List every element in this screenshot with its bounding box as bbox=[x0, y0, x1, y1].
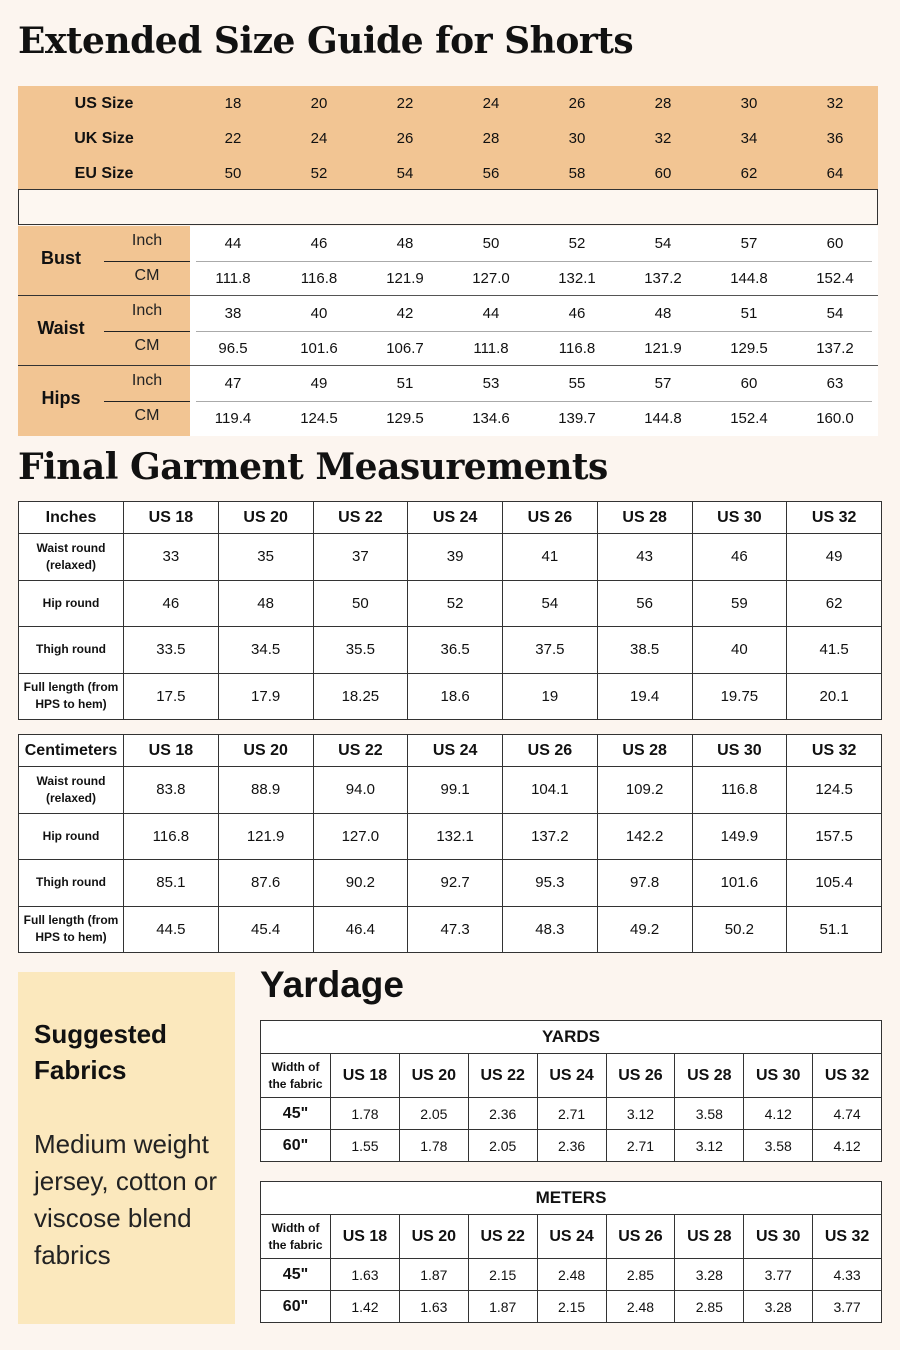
size-header: US 18 bbox=[124, 735, 219, 767]
table-cell: 116.8 bbox=[692, 767, 787, 814]
page-title: Extended Size Guide for Shorts bbox=[18, 20, 634, 62]
unit-label: Inch bbox=[131, 302, 163, 319]
spacer-row bbox=[18, 189, 878, 225]
table-row bbox=[261, 1098, 882, 1130]
table-cell: 3.77 bbox=[813, 1291, 882, 1323]
table-cell: 90.2 bbox=[313, 860, 408, 907]
table-cell: 19.4 bbox=[597, 673, 692, 720]
caption-row bbox=[261, 1182, 882, 1215]
size-header: US 22 bbox=[313, 502, 408, 534]
size-header: US 32 bbox=[787, 735, 882, 767]
table-cell: 3.12 bbox=[606, 1098, 675, 1130]
table-row bbox=[19, 580, 882, 627]
size-header: US 20 bbox=[218, 502, 313, 534]
value-cell: 48 bbox=[654, 305, 672, 322]
value-cell: 42 bbox=[396, 305, 414, 322]
unit-divider bbox=[104, 331, 190, 332]
table-cell: 83.8 bbox=[124, 767, 219, 814]
row-label: Thigh round bbox=[19, 627, 124, 674]
table-cell: 35 bbox=[218, 534, 313, 581]
size-cell: 58 bbox=[568, 165, 586, 182]
table-cell: 2.85 bbox=[675, 1291, 744, 1323]
table-cell: 121.9 bbox=[218, 813, 313, 860]
width-label: Width of the fabric bbox=[261, 1054, 331, 1098]
row-label: Thigh round bbox=[19, 860, 124, 907]
size-header: US 18 bbox=[124, 502, 219, 534]
measurement-row bbox=[190, 296, 878, 331]
size-header: US 26 bbox=[503, 735, 598, 767]
table-cell: 36.5 bbox=[408, 627, 503, 674]
table-cell: 35.5 bbox=[313, 627, 408, 674]
group-divider bbox=[18, 365, 190, 366]
unit-label: Inch bbox=[131, 232, 163, 249]
table-cell: 40 bbox=[692, 627, 787, 674]
table-cell: 1.55 bbox=[331, 1130, 400, 1162]
table-cell: 2.36 bbox=[537, 1130, 606, 1162]
table-cell: 3.12 bbox=[675, 1130, 744, 1162]
table-cell: 101.6 bbox=[692, 860, 787, 907]
value-cell: 119.4 bbox=[214, 410, 252, 427]
table-cell: 1.87 bbox=[399, 1259, 468, 1291]
table-header-row bbox=[261, 1215, 882, 1259]
value-cell: 144.8 bbox=[730, 270, 768, 287]
table-cell: 46 bbox=[124, 580, 219, 627]
table-row bbox=[19, 627, 882, 674]
size-header: US 26 bbox=[503, 502, 598, 534]
size-header: US 28 bbox=[597, 502, 692, 534]
table-cell: 19 bbox=[503, 673, 598, 720]
value-cell: 38 bbox=[224, 305, 242, 322]
value-cell: 160.0 bbox=[816, 410, 854, 427]
meters-table bbox=[260, 1181, 882, 1323]
size-header: US 26 bbox=[606, 1215, 675, 1259]
table-cell: 2.85 bbox=[606, 1259, 675, 1291]
value-cell: 129.5 bbox=[386, 410, 424, 427]
size-cell: 34 bbox=[740, 130, 758, 147]
table-cell: 88.9 bbox=[218, 767, 313, 814]
table-cell: 2.05 bbox=[468, 1130, 537, 1162]
table-cell: 109.2 bbox=[597, 767, 692, 814]
measurement-row bbox=[190, 366, 878, 401]
table-cell: 38.5 bbox=[597, 627, 692, 674]
value-cell: 57 bbox=[654, 375, 672, 392]
size-header: US 28 bbox=[675, 1215, 744, 1259]
table-cell: 1.78 bbox=[331, 1098, 400, 1130]
table-cell: 39 bbox=[408, 534, 503, 581]
width-label: Width of the fabric bbox=[261, 1215, 331, 1259]
table-cell: 94.0 bbox=[313, 767, 408, 814]
value-cell: 144.8 bbox=[644, 410, 682, 427]
table-cell: 4.33 bbox=[813, 1259, 882, 1291]
value-cell: 57 bbox=[740, 235, 758, 252]
table-cell: 18.6 bbox=[408, 673, 503, 720]
value-cell: 54 bbox=[826, 305, 844, 322]
unit-divider bbox=[104, 401, 190, 402]
unit-header: Centimeters bbox=[19, 735, 124, 767]
table-cell: 50.2 bbox=[692, 906, 787, 953]
size-cell: 52 bbox=[310, 165, 328, 182]
table-cell: 1.63 bbox=[331, 1259, 400, 1291]
body-measurements bbox=[18, 226, 878, 436]
size-cell: 24 bbox=[310, 130, 328, 147]
unit-label: CM bbox=[134, 267, 160, 284]
value-cell: 40 bbox=[310, 305, 328, 322]
size-header: US 30 bbox=[692, 502, 787, 534]
size-cell: 28 bbox=[482, 130, 500, 147]
value-cell: 152.4 bbox=[730, 410, 768, 427]
row-label: 45" bbox=[261, 1098, 331, 1130]
size-header: US 22 bbox=[468, 1215, 537, 1259]
size-cell: 20 bbox=[310, 95, 328, 112]
measurement-row bbox=[190, 401, 878, 436]
table-cell: 99.1 bbox=[408, 767, 503, 814]
table-cell: 92.7 bbox=[408, 860, 503, 907]
table-cell: 20.1 bbox=[787, 673, 882, 720]
measurement-values bbox=[190, 226, 878, 436]
size-header: US 24 bbox=[408, 502, 503, 534]
size-cell: 18 bbox=[224, 95, 242, 112]
size-header: US 22 bbox=[313, 735, 408, 767]
table-cell: 149.9 bbox=[692, 813, 787, 860]
size-cell: 32 bbox=[654, 130, 672, 147]
value-cell: 116.8 bbox=[558, 340, 596, 357]
table-cell: 33 bbox=[124, 534, 219, 581]
row-label: Waist round (relaxed) bbox=[19, 534, 124, 581]
table-cell: 2.15 bbox=[468, 1259, 537, 1291]
row-label: Full length (from HPS to hem) bbox=[19, 673, 124, 720]
value-cell: 111.8 bbox=[215, 270, 251, 287]
table-cell: 48.3 bbox=[503, 906, 598, 953]
size-cell: 30 bbox=[568, 130, 586, 147]
table-cell: 46 bbox=[692, 534, 787, 581]
table-cell: 3.28 bbox=[744, 1291, 813, 1323]
row-label: Hip round bbox=[19, 580, 124, 627]
unit-label: CM bbox=[134, 337, 160, 354]
size-header: US 20 bbox=[399, 1215, 468, 1259]
table-cell: 2.05 bbox=[399, 1098, 468, 1130]
table-cell: 105.4 bbox=[787, 860, 882, 907]
us-size-row bbox=[18, 86, 878, 121]
table-row bbox=[19, 906, 882, 953]
table-cell: 34.5 bbox=[218, 627, 313, 674]
value-cell: 53 bbox=[482, 375, 500, 392]
table-cell: 85.1 bbox=[124, 860, 219, 907]
value-cell: 106.7 bbox=[386, 340, 424, 357]
table-cell: 46.4 bbox=[313, 906, 408, 953]
unit-header: Inches bbox=[19, 502, 124, 534]
size-header: US 30 bbox=[744, 1215, 813, 1259]
table-cell: 41 bbox=[503, 534, 598, 581]
suggested-fabrics-title: Suggested Fabrics bbox=[34, 1019, 167, 1085]
section-title-final-measurements: Final Garment Measurements bbox=[18, 446, 608, 488]
value-cell: 116.8 bbox=[300, 270, 338, 287]
measurement-row bbox=[190, 331, 878, 366]
table-cell: 137.2 bbox=[503, 813, 598, 860]
row-label: Full length (from HPS to hem) bbox=[19, 906, 124, 953]
value-cell: 46 bbox=[310, 235, 328, 252]
size-cell: 26 bbox=[568, 95, 586, 112]
size-row-label: UK Size bbox=[74, 129, 134, 147]
size-header: US 20 bbox=[218, 735, 313, 767]
table-row bbox=[19, 673, 882, 720]
unit-label: Inch bbox=[131, 372, 163, 389]
table-cell: 17.9 bbox=[218, 673, 313, 720]
value-cell: 139.7 bbox=[558, 410, 596, 427]
value-cell: 96.5 bbox=[218, 340, 248, 357]
table-cell: 37 bbox=[313, 534, 408, 581]
table-cell: 49 bbox=[787, 534, 882, 581]
size-cell: 50 bbox=[224, 165, 242, 182]
table-cell: 132.1 bbox=[408, 813, 503, 860]
table-cell: 1.78 bbox=[399, 1130, 468, 1162]
table-row bbox=[19, 813, 882, 860]
table-cell: 17.5 bbox=[124, 673, 219, 720]
size-cell: 36 bbox=[826, 130, 844, 147]
table-row bbox=[261, 1291, 882, 1323]
suggested-fabrics-panel bbox=[18, 972, 235, 1324]
table-cell: 44.5 bbox=[124, 906, 219, 953]
size-header: US 24 bbox=[537, 1215, 606, 1259]
size-cell: 56 bbox=[482, 165, 500, 182]
table-cell: 62 bbox=[787, 580, 882, 627]
table-cell: 104.1 bbox=[503, 767, 598, 814]
value-cell: 44 bbox=[224, 235, 242, 252]
table-cell: 37.5 bbox=[503, 627, 598, 674]
table-cell: 45.4 bbox=[218, 906, 313, 953]
table-cell: 59 bbox=[692, 580, 787, 627]
table-cell: 47.3 bbox=[408, 906, 503, 953]
size-cell: 62 bbox=[740, 165, 758, 182]
table-cell: 52 bbox=[408, 580, 503, 627]
table-cell: 41.5 bbox=[787, 627, 882, 674]
table-row bbox=[261, 1130, 882, 1162]
value-cell: 50 bbox=[482, 235, 500, 252]
measurement-row bbox=[190, 261, 878, 296]
group-label-waist: Waist bbox=[37, 318, 85, 338]
caption-row bbox=[261, 1021, 882, 1054]
table-cell: 1.42 bbox=[331, 1291, 400, 1323]
value-cell: 54 bbox=[654, 235, 672, 252]
size-header: US 22 bbox=[468, 1054, 537, 1098]
table-cell: 48 bbox=[218, 580, 313, 627]
size-header: US 28 bbox=[675, 1054, 744, 1098]
size-header: US 30 bbox=[692, 735, 787, 767]
size-header: US 26 bbox=[606, 1054, 675, 1098]
value-cell: 137.2 bbox=[816, 340, 854, 357]
size-header: US 32 bbox=[787, 502, 882, 534]
table-header-row bbox=[19, 502, 882, 534]
table-cell: 18.25 bbox=[313, 673, 408, 720]
value-cell: 127.0 bbox=[472, 270, 510, 287]
table-row bbox=[261, 1259, 882, 1291]
value-cell: 48 bbox=[396, 235, 414, 252]
value-cell: 121.9 bbox=[644, 340, 682, 357]
table-cell: 4.74 bbox=[813, 1098, 882, 1130]
suggested-fabrics-text: Medium weight jersey, cotton or viscose blend fabrics bbox=[34, 1129, 218, 1270]
value-cell: 60 bbox=[826, 235, 844, 252]
table-cell: 56 bbox=[597, 580, 692, 627]
size-row-label: EU Size bbox=[74, 164, 134, 182]
table-cell: 124.5 bbox=[787, 767, 882, 814]
value-cell: 101.6 bbox=[300, 340, 338, 357]
size-cell: 24 bbox=[482, 95, 500, 112]
size-header: US 32 bbox=[813, 1215, 882, 1259]
value-cell: 49 bbox=[310, 375, 328, 392]
unit-label: CM bbox=[134, 407, 160, 424]
size-conversion-header bbox=[18, 86, 878, 189]
table-cell: 97.8 bbox=[597, 860, 692, 907]
size-guide-table bbox=[18, 86, 878, 436]
size-cell: 22 bbox=[224, 130, 242, 147]
size-header: US 24 bbox=[537, 1054, 606, 1098]
table-cell: 3.28 bbox=[675, 1259, 744, 1291]
table-cell: 2.71 bbox=[606, 1130, 675, 1162]
size-cell: 26 bbox=[396, 130, 414, 147]
table-cell: 2.71 bbox=[537, 1098, 606, 1130]
value-cell: 55 bbox=[568, 375, 586, 392]
value-cell: 129.5 bbox=[730, 340, 768, 357]
table-row bbox=[19, 860, 882, 907]
value-cell: 132.1 bbox=[558, 270, 596, 287]
table-header-row bbox=[19, 735, 882, 767]
table-cell: 4.12 bbox=[813, 1130, 882, 1162]
inches-measurements-table bbox=[18, 501, 882, 720]
size-header: US 20 bbox=[399, 1054, 468, 1098]
size-cell: 64 bbox=[826, 165, 844, 182]
eu-size-row bbox=[18, 156, 878, 191]
table-cell: 3.58 bbox=[744, 1130, 813, 1162]
row-label: 60" bbox=[261, 1130, 331, 1162]
uk-size-row bbox=[18, 121, 878, 156]
size-header: US 18 bbox=[331, 1215, 400, 1259]
value-cell: 51 bbox=[396, 375, 414, 392]
yardage-title: Yardage bbox=[260, 964, 404, 1005]
table-cell: 49.2 bbox=[597, 906, 692, 953]
size-cell: 32 bbox=[826, 95, 844, 112]
yards-table bbox=[260, 1020, 882, 1162]
table-cell: 87.6 bbox=[218, 860, 313, 907]
size-header: US 28 bbox=[597, 735, 692, 767]
table-cell: 157.5 bbox=[787, 813, 882, 860]
table-cell: 1.87 bbox=[468, 1291, 537, 1323]
group-divider bbox=[18, 295, 190, 296]
size-cell: 54 bbox=[396, 165, 414, 182]
size-header: US 24 bbox=[408, 735, 503, 767]
size-cell: 28 bbox=[654, 95, 672, 112]
value-cell: 111.8 bbox=[473, 340, 509, 357]
value-cell: 121.9 bbox=[386, 270, 424, 287]
size-row-label: US Size bbox=[74, 94, 134, 112]
value-cell: 134.6 bbox=[472, 410, 510, 427]
table-cell: 116.8 bbox=[124, 813, 219, 860]
table-cell: 43 bbox=[597, 534, 692, 581]
table-cell: 142.2 bbox=[597, 813, 692, 860]
table-cell: 2.36 bbox=[468, 1098, 537, 1130]
table-cell: 33.5 bbox=[124, 627, 219, 674]
value-cell: 44 bbox=[482, 305, 500, 322]
size-header: US 18 bbox=[331, 1054, 400, 1098]
size-header: US 30 bbox=[744, 1054, 813, 1098]
row-label: 60" bbox=[261, 1291, 331, 1323]
unit-divider bbox=[104, 261, 190, 262]
table-cell: 2.15 bbox=[537, 1291, 606, 1323]
group-label-hips: Hips bbox=[41, 388, 81, 408]
table-cell: 50 bbox=[313, 580, 408, 627]
table-row bbox=[19, 767, 882, 814]
value-cell: 47 bbox=[224, 375, 242, 392]
value-cell: 124.5 bbox=[300, 410, 338, 427]
table-cell: 1.63 bbox=[399, 1291, 468, 1323]
table-cell: 127.0 bbox=[313, 813, 408, 860]
table-cell: 54 bbox=[503, 580, 598, 627]
size-cell: 22 bbox=[396, 95, 414, 112]
measurement-row bbox=[190, 226, 878, 261]
size-cell: 30 bbox=[740, 95, 758, 112]
table-cell: 2.48 bbox=[537, 1259, 606, 1291]
group-label-bust: Bust bbox=[41, 248, 81, 268]
value-cell: 63 bbox=[826, 375, 844, 392]
value-cell: 152.4 bbox=[816, 270, 854, 287]
centimeters-measurements-table bbox=[18, 734, 882, 953]
table-row bbox=[19, 534, 882, 581]
size-cell: 60 bbox=[654, 165, 672, 182]
table-cell: 4.12 bbox=[744, 1098, 813, 1130]
yards-caption: YARDS bbox=[261, 1021, 882, 1054]
table-cell: 51.1 bbox=[787, 906, 882, 953]
measurement-labels bbox=[18, 226, 190, 436]
table-cell: 2.48 bbox=[606, 1291, 675, 1323]
table-cell: 3.58 bbox=[675, 1098, 744, 1130]
table-cell: 3.77 bbox=[744, 1259, 813, 1291]
row-label: 45" bbox=[261, 1259, 331, 1291]
value-cell: 52 bbox=[568, 235, 586, 252]
table-cell: 19.75 bbox=[692, 673, 787, 720]
value-cell: 60 bbox=[740, 375, 758, 392]
row-label: Waist round (relaxed) bbox=[19, 767, 124, 814]
size-header: US 32 bbox=[813, 1054, 882, 1098]
row-label: Hip round bbox=[19, 813, 124, 860]
meters-caption: METERS bbox=[261, 1182, 882, 1215]
value-cell: 46 bbox=[568, 305, 586, 322]
value-cell: 137.2 bbox=[644, 270, 682, 287]
value-cell: 51 bbox=[740, 305, 758, 322]
table-header-row bbox=[261, 1054, 882, 1098]
table-cell: 95.3 bbox=[503, 860, 598, 907]
